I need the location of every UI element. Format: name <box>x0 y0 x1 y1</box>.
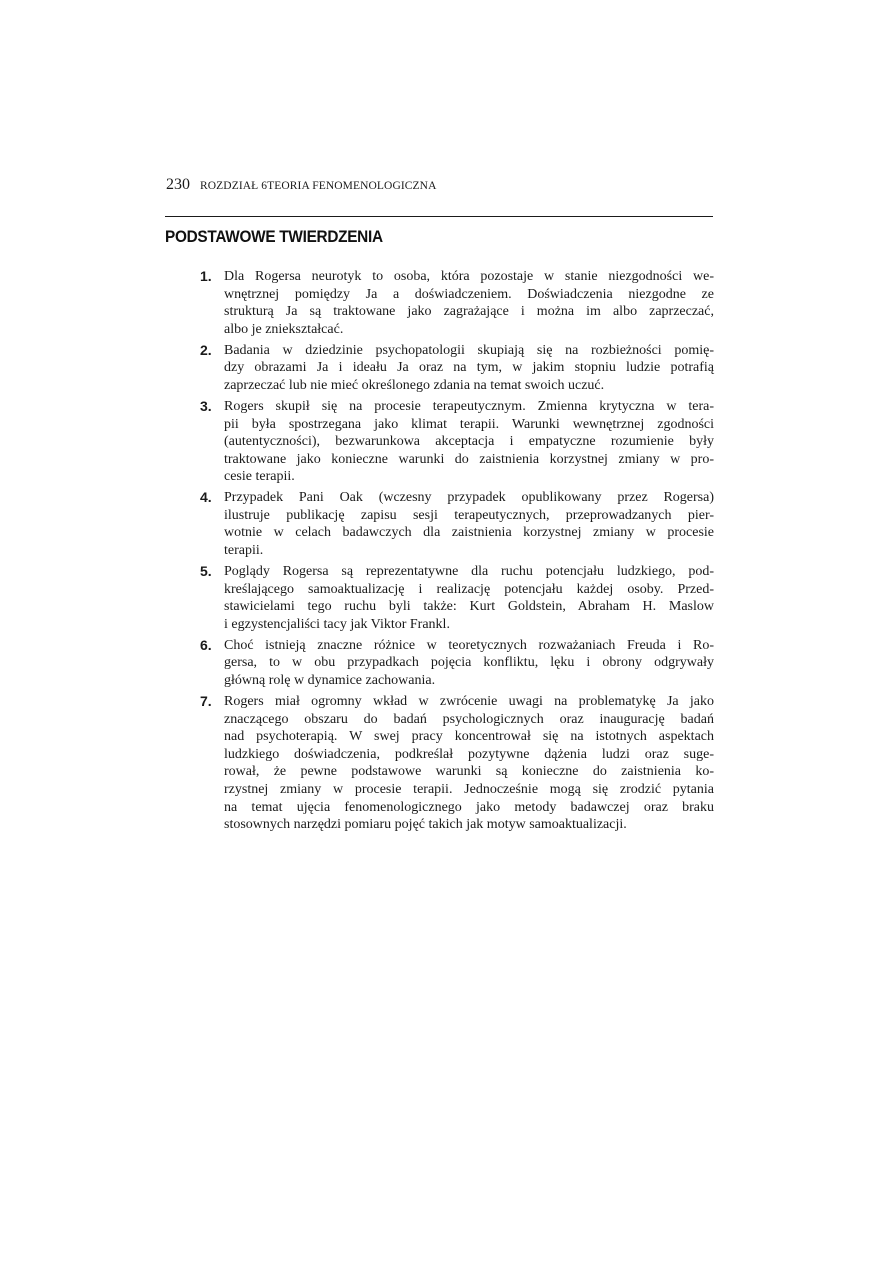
list-item <box>200 489 714 559</box>
text-line: Choć istnieją znaczne różnice w teoretycznych rozważaniach Freuda i Ro- <box>224 637 714 653</box>
list-item <box>200 398 714 486</box>
running-header <box>166 176 436 194</box>
text-line: na temat ujęcia fenomenologicznego jako metody badawczej oraz braku <box>224 799 714 815</box>
chapter-label: ROZDZIAŁ 6 <box>200 180 268 192</box>
item-number: 5. <box>200 563 212 580</box>
chapter-title: TEORIA FENOMENOLOGICZNA <box>267 180 437 192</box>
item-number: 4. <box>200 489 212 506</box>
item-text <box>224 693 714 834</box>
text-line: nad psychoterapią. W swej pracy koncentrował się na istotnych aspektach <box>224 729 714 745</box>
text-line: traktowane jako konieczne warunki do zaistnienia korzystnej zmiany w pro- <box>224 451 714 467</box>
item-text <box>224 342 714 395</box>
text-line: rzystnej zmiany w procesie terapii. Jednocześnie mogą się zrodzić pytania <box>224 781 714 797</box>
list-item <box>200 342 714 395</box>
text-line: albo je zniekształcać. <box>224 321 344 337</box>
item-text <box>224 398 714 486</box>
text-line: stawicielami tego ruchu byli także: Kurt Goldstein, Abraham H. Maslow <box>224 599 714 615</box>
text-line: cesie terapii. <box>224 469 295 485</box>
text-line: stosownych narzędzi pomiaru pojęć takich jak motyw samoaktualizacji. <box>224 817 627 833</box>
section-divider <box>165 216 713 217</box>
item-number: 1. <box>200 268 212 284</box>
item-number: 6. <box>200 636 212 653</box>
text-line: Badania w dziedzinie psychopatologii skupiają się na rozbieżności pomię- <box>224 342 714 358</box>
item-number: 2. <box>200 341 212 358</box>
text-line: (autentyczności), bezwarunkowa akceptacja i empatyczne rozumienie były <box>224 434 714 450</box>
text-line: gersa, to w obu przypadkach pojęcia konfliktu, lęku i obrony odgrywały <box>224 655 714 671</box>
text-line: terapii. <box>224 543 264 559</box>
list-item <box>200 693 714 834</box>
text-line: zaprzeczać lub nie mieć określonego zdania na temat swoich uczuć. <box>224 377 605 393</box>
text-line: wotnie w celach badawczych dla zaistnienia korzystnej zmiany w procesie <box>224 525 714 541</box>
text-line: ludzkiego doświadczenia, podkreślał pozytywne dążenia ludzi oraz suge- <box>224 746 714 762</box>
text-line: pii była spostrzegana jako klimat terapii. Warunki wewnętrznej zgodności <box>224 416 714 432</box>
text-line: znaczącego obszaru do badań psychologicznych oraz inaugurację badań <box>224 711 714 727</box>
statements-list <box>200 268 714 837</box>
item-number: 7. <box>200 693 212 709</box>
text-line: wnętrznej pomiędzy Ja a doświadczeniem. Doświadczenia niezgodne ze <box>224 286 714 302</box>
text-line: strukturą Ja są traktowane jako zagrażające i można im albo zaprzeczać, <box>224 304 714 320</box>
text-line: rował, że pewne podstawowe warunki są konieczne do zaistnienia ko- <box>224 764 714 780</box>
text-line: ilustruje publikację zapisu sesji terapeutycznych, przeprowadzanych pier- <box>224 507 714 523</box>
text-line: Dla Rogersa neurotyk to osoba, która pozostaje w stanie niezgodności we- <box>224 269 714 284</box>
text-line: Poglądy Rogersa są reprezentatywne dla ruchu potencjału ludzkiego, pod- <box>224 564 714 580</box>
section-title: PODSTAWOWE TWIERDZENIA <box>165 228 383 246</box>
list-item <box>200 268 714 338</box>
item-text <box>224 489 714 559</box>
page-number: 230 <box>166 176 190 193</box>
list-item <box>200 637 714 690</box>
text-line: Rogers miał ogromny wkład w zwrócenie uwagi na problematykę Ja jako <box>224 694 714 709</box>
item-text <box>224 563 714 633</box>
text-line: i egzystencjaliści tacy jak Viktor Frankl. <box>224 616 450 632</box>
item-number: 3. <box>200 397 212 414</box>
item-text <box>224 637 714 690</box>
text-line: dzy obrazami Ja i ideału Ja oraz na tym, w jakim stopniu ludzie potrafią <box>224 360 714 376</box>
list-item <box>200 563 714 633</box>
text-line: Rogers skupił się na procesie terapeutycznym. Zmienna krytyczna w tera- <box>224 398 714 414</box>
text-line: kreślającego samoaktualizację i realizację potencjału każdej osoby. Przed- <box>224 581 714 597</box>
text-line: główną rolę w dynamice zachowania. <box>224 673 436 689</box>
item-text <box>224 268 714 338</box>
text-line: Przypadek Pani Oak (wczesny przypadek opublikowany przez Rogersa) <box>224 490 714 506</box>
